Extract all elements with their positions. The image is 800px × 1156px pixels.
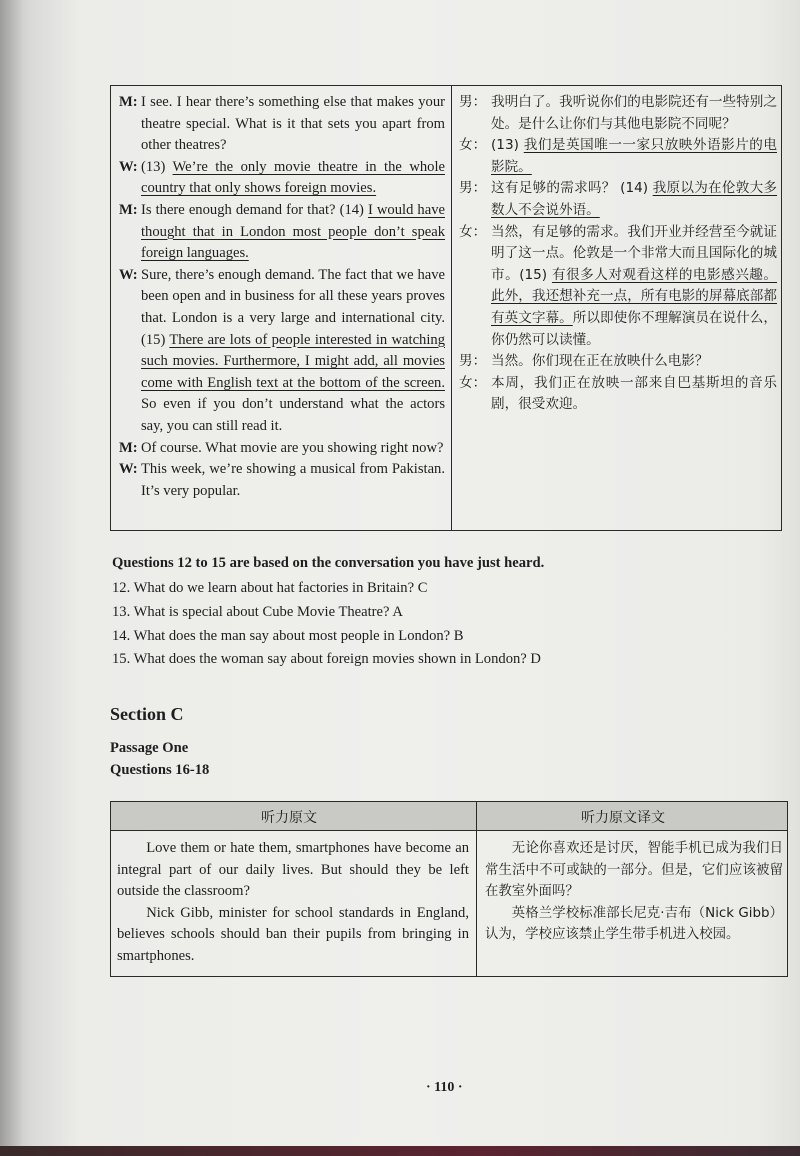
utterance-text <box>491 178 777 221</box>
page-number: · 110 · <box>426 1080 463 1095</box>
speaker-label: M: <box>119 201 138 218</box>
answer-underlined-text: We’re the only movie theatre in the whole country that only shows foreign movies. <box>141 158 445 197</box>
utterance-segment: I see. I hear there’s something else that makes your theatre special. What is it that sets you apart from other theatres? <box>141 94 445 154</box>
utterance-segment: Is there enough demand for that? (14) <box>141 201 368 218</box>
utterance-segment: So even if you don’t understand what the actors say, you can still read it. <box>141 396 445 434</box>
dialogue-turn <box>119 438 445 460</box>
passage-paragraph-zh: 无论你喜欢还是讨厌，智能手机已成为我们日常生活中不可或缺的一部分。但是，它们应该被留在教室外面吗？ <box>485 841 783 900</box>
utterance-segment: 本周，我们正在放映一部来自巴基斯坦的音乐剧，很受欢迎。 <box>491 374 777 413</box>
dialogue-turn <box>459 351 777 373</box>
dialogue-turn <box>459 92 777 135</box>
question-item: 12. What do we learn about hat factories in Britain? C <box>112 580 428 596</box>
speaker-label: 女： <box>459 137 487 154</box>
speaker-label: M: <box>119 439 138 456</box>
section-title: Section C <box>110 704 184 724</box>
questions-list <box>112 577 541 672</box>
answer-underlined-text: There are lots of people interested in watching such movies. Furthermore, I might add, all movies come with English text at the bottom of the screen. <box>141 331 445 391</box>
dialogue-turn <box>459 222 777 352</box>
dialogue-table <box>110 85 782 531</box>
dialogue-turn <box>119 92 445 157</box>
passage-table-header <box>111 802 787 831</box>
dialogue-turn <box>459 178 777 221</box>
dialogue-turn <box>119 459 445 502</box>
speaker-label: W: <box>119 266 138 283</box>
speaker-label: 女： <box>459 223 487 240</box>
question-item: 14. What does the man say about most people in London? B <box>112 627 464 644</box>
dialogue-english-column <box>119 92 445 502</box>
answer-underlined-text: 我们是英国唯一一家只放映外语影片的电影院。 <box>491 137 777 175</box>
passage-paragraph: Nick Gibb, minister for school standards in England, believes schools should ban their pupils from bringing in smartphones. <box>117 904 469 964</box>
passage-english-text <box>117 838 469 968</box>
passage-chinese-text <box>485 838 783 946</box>
speaker-label: M: <box>119 94 138 110</box>
passage-paragraph: Love them or hate them, smartphones have become an integral part of our daily lives. But should they be left outside the classroom? <box>117 840 469 900</box>
utterance-segment: 这有足够的需求吗？ (14) <box>491 180 653 197</box>
dialogue-column-divider <box>451 86 452 530</box>
utterance-segment: Of course. What movie are you showing right now? <box>141 439 444 456</box>
speaker-label: 男： <box>459 353 487 370</box>
answer-underlined-text: 我原以为在伦敦大多数人不会说外语。 <box>491 180 778 218</box>
utterance-segment: 我明白了。我听说你们的电影院还有一些特别之处。是什么让你们与其他电影院不同呢？ <box>491 94 777 132</box>
header-translation: 听力原文译文 <box>581 810 665 826</box>
speaker-label: 女： <box>459 374 487 391</box>
dialogue-chinese-column <box>459 92 777 416</box>
passage-column-divider <box>476 802 477 976</box>
question-item: 13. What is special about Cube Movie Theatre? A <box>112 603 403 620</box>
questions-heading: Questions 12 to 15 are based on the conversation you have just heard. <box>112 555 545 571</box>
dialogue-turn <box>119 157 445 200</box>
utterance-text <box>491 92 777 135</box>
question-item: 15. What does the woman say about foreign movies shown in London? D <box>112 651 541 668</box>
utterance-text <box>491 222 777 352</box>
utterance-segment: 当然，有足够的需求。我们开业并经营至今就证明了这一点。伦敦是一个非常大而且国际化的城市。(15) <box>491 223 777 283</box>
utterance-segment: Sure, there’s enough demand. The fact that we have been open and in business for all these years proves that. London is a very large and international city. (15) <box>141 266 445 348</box>
utterance-text <box>491 135 777 178</box>
utterance-text <box>141 157 445 200</box>
speaker-label: W: <box>119 158 138 175</box>
dialogue-turn <box>119 265 445 438</box>
passage-table <box>110 801 788 977</box>
utterance-segment: 所以即使你不理解演员在说什么，你仍然可以读懂。 <box>491 309 778 348</box>
dialogue-turn <box>459 373 777 416</box>
utterance-text <box>141 92 445 157</box>
utterance-segment: 当然。你们现在正在放映什么电影？ <box>491 353 709 370</box>
utterance-text <box>141 459 445 502</box>
dialogue-turn <box>119 200 445 265</box>
speaker-label: 男： <box>459 180 487 197</box>
passage-questions-range: Questions 16-18 <box>110 762 210 778</box>
dialogue-turn <box>459 135 777 178</box>
answer-underlined-text: 有很多人对观看这样的电影感兴趣。此外，我还想补充一点，所有电影的屏幕底部都有英文字幕。 <box>491 266 778 326</box>
utterance-text <box>141 200 445 265</box>
utterance-segment: (13) <box>141 158 173 175</box>
passage-paragraph-zh: 英格兰学校标准部长尼克·吉布（Nick Gibb）认为，学校应该禁止学生带手机进入校园。 <box>485 905 783 943</box>
utterance-text <box>491 373 777 416</box>
utterance-text <box>491 351 777 373</box>
page-gutter-shadow <box>0 0 22 1156</box>
utterance-segment: This week, we’re showing a musical from Pakistan. It’s very popular. <box>141 461 445 499</box>
speaker-label: W: <box>119 461 138 478</box>
book-edge <box>0 1146 800 1156</box>
answer-underlined-text: I would have thought that in London most people don’t speak foreign languages. <box>141 201 445 262</box>
header-original: 听力原文 <box>261 810 317 826</box>
utterance-segment: (13) <box>491 137 524 154</box>
utterance-text <box>141 265 445 438</box>
speaker-label: 男： <box>459 94 487 110</box>
utterance-text <box>141 438 445 460</box>
passage-title: Passage One <box>110 740 189 756</box>
